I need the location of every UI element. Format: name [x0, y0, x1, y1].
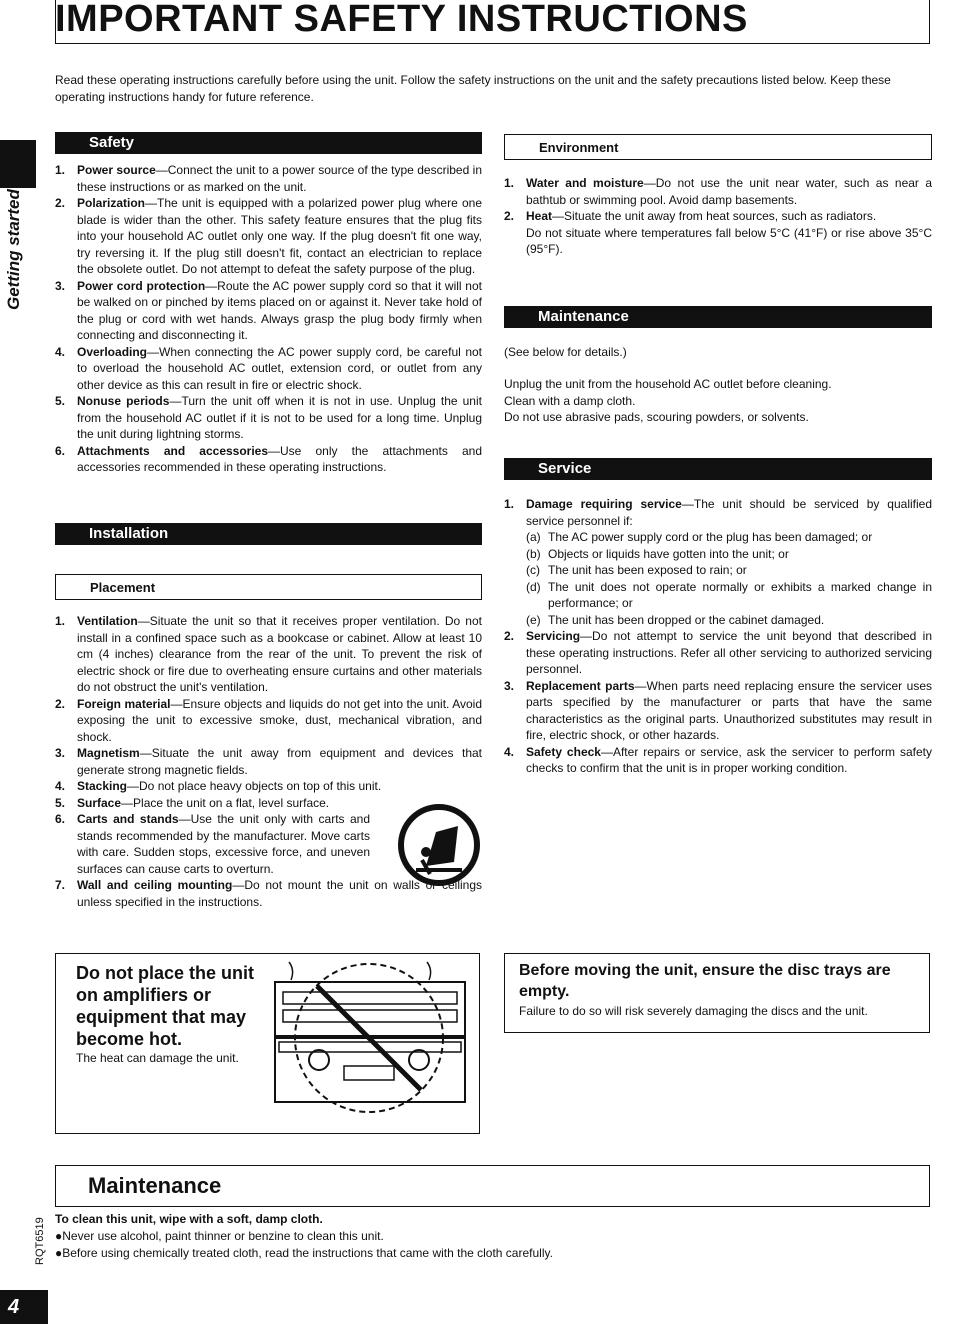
- service-sub-label: (a): [526, 530, 541, 544]
- safety-item: [55, 162, 482, 195]
- safety-item-term: Overloading: [77, 344, 148, 359]
- no-stacking-illustration: [269, 958, 469, 1130]
- safety-item-term: Polarization: [77, 196, 146, 210]
- installation-item-text: —Situate the unit so that it receives proper ventilation. Do not install in a confined space such as a bookcase or cabinet. Allow at least 10 cm (4 inches) clearance from the rear of the unit. To prevent the risk of electric shock or fire due to overheating ensure curtains and other materials do not obstruct the unit's ventilation.: [77, 614, 482, 694]
- safety-item: [55, 344, 482, 394]
- service-sub-item: [526, 529, 932, 546]
- maintenance-line: Clean with a damp cloth.: [504, 393, 636, 408]
- installation-item-text: —Place the unit on a flat, level surface.: [121, 795, 330, 810]
- environment-item: [504, 208, 932, 258]
- environment-item-text: —Do not use the unit near water, such as near a bathtub or swimming pool. Avoid damp basements.: [526, 176, 932, 207]
- installation-item-term: Stacking: [77, 779, 128, 793]
- installation-item-number: 1.: [55, 614, 66, 628]
- safety-list: [55, 162, 482, 476]
- installation-item: [55, 613, 482, 696]
- document-code: RQT6519: [34, 1217, 46, 1265]
- service-sub-text: The unit has been exposed to rain; or: [548, 563, 747, 577]
- installation-item: [55, 745, 482, 778]
- disc-warning-heading: Before moving the unit, ensure the disc trays are empty.: [519, 962, 891, 1000]
- safety-item: [55, 443, 482, 476]
- safety-item-term: Power cord protection: [77, 278, 206, 293]
- disc-warning-box: [504, 953, 930, 1033]
- safety-item-term: Nonuse periods: [77, 394, 170, 408]
- installation-item-term: Wall and ceiling mounting: [77, 878, 233, 892]
- service-sub-item: [526, 546, 932, 563]
- safety-item: [55, 278, 482, 344]
- service-sub-item: [526, 579, 932, 612]
- service-item: 1. Damage requiring service—The unit should be serviced by qualified service personnel if: (a) The AC power supply cord or the plug has been damaged; or (b) Objects or liquids have gotten into the unit; or (c) The unit has been exposed to rain; or (d) The unit does not operate normally or exhibits a marked change in performance; or (e) The unit has been dropped or the cabinet damaged.: [504, 497, 933, 627]
- installation-item: [55, 696, 482, 746]
- safety-item-number: 6.: [55, 443, 66, 458]
- side-section-label: Getting started: [4, 189, 23, 310]
- environment-item-text: —Situate the unit away from heat sources, such as radiators.: [552, 209, 877, 223]
- installation-item-number: 3.: [55, 746, 66, 760]
- intro-paragraph: Read these operating instructions carefully before using the unit. Follow the safety instructions on the unit and the safety precautions listed below. Keep these operating instructions handy for future reference.: [55, 73, 891, 104]
- page-title: IMPORTANT SAFETY INSTRUCTIONS: [55, 0, 748, 40]
- amplifier-warning-body: The heat can damage the unit.: [76, 1051, 239, 1065]
- service-item-term: Safety check: [526, 744, 601, 759]
- service-sub-text: The unit has been dropped or the cabinet damaged.: [548, 612, 825, 627]
- environment-item-extra: Do not situate where temperatures fall below 5°C (41°F) or rise above 35°C (95°F).: [526, 225, 932, 256]
- service-item-text: —After repairs or service, ask the servicer to perform safety checks to confirm that the unit is in proper working condition.: [526, 744, 932, 775]
- installation-item-term: Foreign material: [77, 696, 171, 711]
- service-sub-label: (d): [526, 579, 541, 594]
- safety-item-text: —The unit is equipped with a polarized power plug where one blade is wider than the other. This safety feature ensures that the plug fits into your household AC outlet only one way. If the plug doesn't fit one way, try reversing it. If the plug still doesn't fit, contact an electrician to replace the obsolete outlet. Do not attempt to defeat the safety purpose of the plug.: [77, 196, 482, 276]
- safety-item-term: Power source: [77, 163, 156, 177]
- installation-item-text: —Situate the unit away from equipment and devices that generate strong magnetic fields.: [77, 746, 482, 777]
- safety-item: [55, 195, 482, 278]
- environment-heading: Environment: [504, 134, 932, 160]
- service-item-number: 2.: [504, 629, 515, 643]
- service-sub-text: The AC power supply cord or the plug has been damaged; or: [548, 530, 873, 544]
- disc-warning-body: Failure to do so will risk severely damaging the discs and the unit.: [519, 1004, 868, 1018]
- environment-list: [504, 175, 932, 258]
- safety-item-number: 5.: [55, 394, 66, 408]
- service-sub-item: [526, 612, 932, 629]
- service-sub-label: (b): [526, 546, 541, 561]
- safety-item-text: —Use only the attachments and accessories recommended in these operating instructions.: [77, 443, 482, 474]
- service-sub-text: Objects or liquids have gotten into the unit; or: [548, 546, 789, 561]
- environment-item-number: 1.: [504, 176, 515, 190]
- installation-item-term: Magnetism: [77, 746, 140, 760]
- installation-item-term: Carts and stands: [77, 812, 179, 826]
- safety-item-text: —Turn the unit off when it is not in use. Unplug the unit from the household AC outlet if it is not to be used for a long time. Unplug the unit during lightning storms.: [77, 394, 482, 441]
- service-item-number: 3.: [504, 678, 515, 693]
- environment-item-term: Water and moisture: [526, 176, 644, 190]
- installation-item: [55, 778, 482, 795]
- safety-item-text: —When connecting the AC power supply cord, be careful not to overload the household AC outlet, extension cord, or outlet from any other device as this can result in fire or electric shock.: [77, 344, 482, 392]
- placement-heading: Placement: [55, 574, 482, 600]
- service-item: [504, 678, 932, 744]
- maintenance-line: Unplug the unit from the household AC outlet before cleaning.: [504, 377, 832, 391]
- installation-item-text: —Do not place heavy objects on top of this unit.: [127, 779, 382, 793]
- environment-item-number: 2.: [504, 209, 515, 223]
- installation-item-number: 2.: [55, 696, 66, 711]
- maintenance-see-below: (See below for details.): [504, 345, 627, 359]
- installation-item-term: Ventilation: [77, 614, 138, 628]
- amplifier-warning-box: [55, 953, 480, 1134]
- service-item-text: —When parts need replacing ensure the servicer uses parts specified by the manufacturer or parts that have the same characteristics as the original parts. Unauthorized substitutes may result in fire, electric shock, or other hazards.: [526, 678, 932, 742]
- safety-item-text: —Route the AC power supply cord so that it will not be walked on or pinched by items placed on or against it. Never take hold of the plug or cord with wet hands. Always grasp the plug body firmly when connecting and disconnecting it.: [77, 278, 482, 342]
- safety-item-number: 2.: [55, 196, 66, 210]
- maintenance-lines: [504, 376, 932, 426]
- environment-item-term: Heat: [526, 209, 553, 223]
- safety-item-number: 3.: [55, 278, 66, 293]
- maintenance-bottom-lead: To clean this unit, wipe with a soft, damp cloth.: [55, 1212, 323, 1226]
- maintenance-bullet: ●Before using chemically treated cloth, read the instructions that came with the cloth carefully.: [55, 1246, 553, 1260]
- page-number: 4: [0, 1290, 48, 1324]
- maintenance-bottom-bullets: [55, 1228, 553, 1262]
- amplifier-warning-heading: Do not place the unit on amplifiers or equipment that may become hot.: [76, 963, 254, 1049]
- installation-item-number: 5.: [55, 795, 66, 810]
- service-item: [504, 744, 932, 777]
- service-item-text: —The unit should be serviced by qualified service personnel if:: [526, 497, 933, 528]
- safety-item: [55, 393, 482, 443]
- service-list: [504, 496, 932, 777]
- service-sub-label: (c): [526, 563, 540, 577]
- maintenance-section-heading: Maintenance: [504, 306, 932, 328]
- installation-item-number: 7.: [55, 878, 66, 892]
- maintenance-bottom-heading: Maintenance: [55, 1165, 930, 1207]
- installation-heading: Installation: [55, 523, 482, 545]
- safety-item-number: 1.: [55, 163, 66, 177]
- installation-item-number: 4.: [55, 779, 66, 793]
- safety-item-text: —Connect the unit to a power source of the type described in these instructions or as marked on the unit.: [77, 163, 482, 194]
- cart-tip-over-icon: [396, 804, 482, 886]
- service-sub-list: [526, 529, 932, 628]
- service-item: [504, 628, 932, 678]
- side-tab-marker: [0, 140, 36, 188]
- installation-item-number: 6.: [55, 812, 66, 826]
- service-sub-text: The unit does not operate normally or exhibits a marked change in performance; or: [548, 579, 932, 610]
- maintenance-line: Do not use abrasive pads, scouring powders, or solvents.: [504, 410, 809, 424]
- safety-item-term: Attachments and accessories: [77, 443, 269, 458]
- environment-item: [504, 175, 932, 208]
- service-heading: Service: [504, 458, 932, 480]
- installation-item-text: —Use the unit only with carts and stands recommended by the manufacturer. Move carts with care. Sudden stops, excessive force, and uneven surfaces can cause carts to overturn.: [77, 812, 370, 876]
- service-item-term: Servicing: [526, 629, 581, 643]
- safety-heading: Safety: [55, 132, 482, 154]
- service-item-text: —Do not attempt to service the unit beyond that described in these operating instructions. Refer all other servicing to authorized servicing personnel.: [526, 629, 932, 676]
- safety-item-number: 4.: [55, 344, 66, 359]
- service-sub-label: (e): [526, 612, 541, 627]
- installation-item-text: —Ensure objects and liquids do not get into the unit. Avoid exposing the unit to excessive smoke, dust, mechanical vibration, and shock.: [77, 696, 483, 744]
- service-item-term: Replacement parts: [526, 678, 635, 693]
- installation-item-text: —Do not mount the unit on walls or ceilings unless specified in the instructions.: [77, 878, 482, 909]
- service-item-number: 4.: [504, 744, 515, 759]
- service-item-term: Damage requiring service: [526, 497, 682, 511]
- installation-item-term: Surface: [77, 795, 122, 810]
- service-sub-item: [526, 562, 932, 579]
- maintenance-bullet: ●Never use alcohol, paint thinner or benzine to clean this unit.: [55, 1229, 384, 1243]
